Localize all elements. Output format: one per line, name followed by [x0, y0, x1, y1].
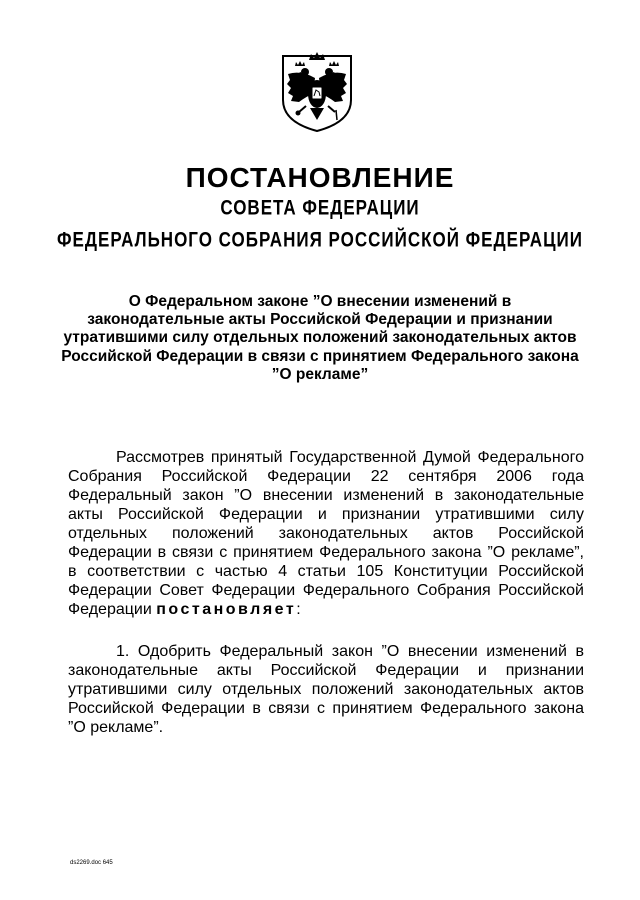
document-subject: О Федеральном законе ”О внесении изменений в законодательные акты Российской Федерации и признании утратившими силу отдельных положений законодательных актов Российской Федерации в связи с принятием Федерального закона ”О рекламе” — [61, 293, 579, 383]
preamble-text: Рассмотрев принятый Государственной Думой Федерального Собрания Российской Федерации 22 сентября 2006 года Федеральный закон ”О внесении изменений в законодательные акты Российской Федерации и признании утратившими силу отдельных положений законодательных актов Российской Федерации в связи с принятием Федерального закона ”О рекламе”, в соответствии с частью 4 статьи 105 Конституции Российской Федерации Совет Федерации Федерального Собрания Российской Федерации — [68, 449, 584, 618]
document-title: ПОСТАНОВЛЕНИЕ — [185, 162, 455, 193]
resolves-word: постановляет — [156, 601, 297, 618]
issuer-line-2: ФЕДЕРАЛЬНОГО СОБРАНИЯ РОССИЙСКОЙ ФЕДЕРАЦИИ — [57, 227, 583, 252]
preamble-paragraph — [68, 448, 584, 619]
file-reference: ds2269.doc 645 — [70, 860, 113, 866]
resolution-item-1: 1. Одобрить Федеральный закон ”О внесении изменений в законодательные акты Российской Федерации и признании утратившими силу отдельных положений законодательных актов Российской Федерации в связи с принятием Федерального закона ”О рекламе”. — [68, 643, 584, 736]
russian-coat-of-arms-icon — [277, 50, 357, 134]
resolves-colon: : — [296, 601, 301, 618]
issuer-line-1: СОВЕТА ФЕДЕРАЦИИ — [220, 195, 420, 220]
